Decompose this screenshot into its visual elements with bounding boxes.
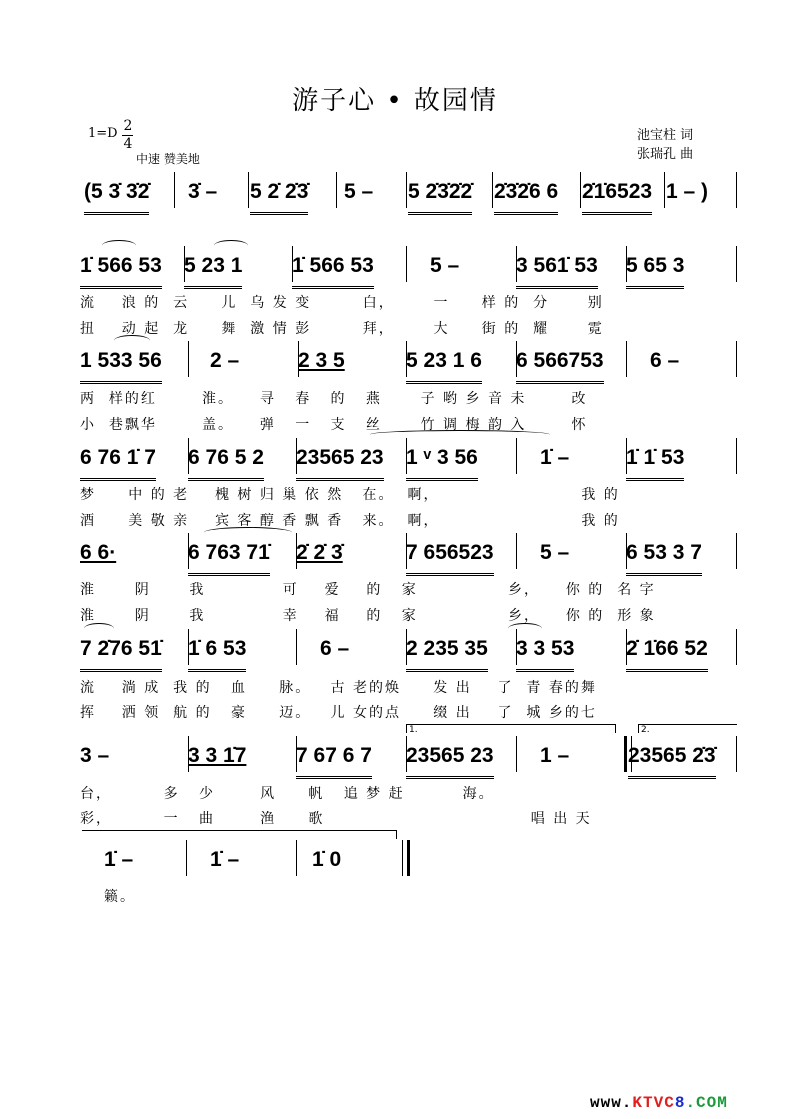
score-row-intro (80, 172, 740, 212)
measure: 1 – (540, 744, 570, 767)
measure: 2 – (210, 349, 240, 372)
measure: 7 656523 (406, 533, 494, 576)
measure: 7 67 6 7 (296, 736, 372, 779)
measure: 6 566753 (516, 341, 604, 384)
lyrics-verse-1: 梦 中 的 老 槐 树 归 巢 依 然 在。 啊， 我 的 (80, 487, 620, 503)
final-barline (402, 840, 410, 876)
barline (296, 629, 297, 665)
measure: 1̇ – (104, 848, 134, 871)
measure: 5 23 1 6 (406, 341, 482, 384)
volta-2-continuation (82, 830, 397, 839)
composer: 张瑞孔 曲 (637, 147, 694, 162)
watermark (590, 1094, 728, 1112)
measure: 23565 2̇3̇ (628, 736, 716, 779)
measure: (5 3̇ 3̇2̇ (84, 172, 149, 215)
measure: 6 76 1̇ 7 (80, 438, 156, 481)
measure: 5 2̇ 2̇3̇ (250, 172, 308, 215)
credits (637, 126, 693, 164)
key-signature: 1=D (88, 126, 118, 141)
measure: 3̇ – (188, 180, 218, 203)
volta-1: 1. (406, 724, 616, 733)
barline (186, 840, 187, 876)
barline (296, 840, 297, 876)
barline (248, 172, 249, 208)
measure: 5 2̇3̇2̇2̇ (408, 172, 472, 215)
barline (736, 533, 737, 569)
score-row-5 (80, 629, 740, 669)
watermark-8: 8 (674, 1094, 686, 1112)
measure: 6 76 5 2 (188, 438, 264, 481)
measure: 6 – (650, 349, 680, 372)
measure: 5 – (344, 180, 374, 203)
barline (516, 533, 517, 569)
barline (626, 341, 627, 377)
score-row-4 (80, 533, 740, 573)
measure: 3 – (80, 744, 110, 767)
barline (736, 246, 737, 282)
watermark-com: .COM (685, 1094, 728, 1112)
lyrics-verse-2: 淮 阴 我 幸 福 的 家 乡， 你 的 形 象 (80, 608, 656, 624)
measure: 1 ᵛ 3 56 (406, 438, 478, 481)
measure: 2 3 5 (298, 349, 345, 372)
measure: 2̇ 1̇66 52 (626, 629, 708, 672)
measure: 1̇ 566 53 (292, 246, 374, 289)
lyrics-verse-2: 小 巷飘华 盖。 弹 一 支 丝 竹 调 梅 韵 入 怀 (80, 417, 588, 433)
measure: 7 2̇76 51̇ (80, 629, 162, 672)
lyrics-verse-1: 两 样的红 淮。 寻 春 的 燕 子 哟 乡 音 未 改 (80, 391, 588, 407)
time-sig-bottom: 4 (123, 136, 133, 152)
measure: 5 65 3 (626, 246, 684, 289)
barline (736, 736, 737, 772)
barline (736, 629, 737, 665)
measure: 6 763 71̇ (188, 533, 270, 576)
measure: 1 533 56 (80, 341, 162, 384)
lyricist: 池宝柱 词 (637, 128, 694, 143)
barline (664, 172, 665, 208)
measure: 2 235 35 (406, 629, 488, 672)
measure: 23565 23 (406, 736, 494, 779)
score-row-2 (80, 341, 740, 381)
barline (174, 172, 175, 208)
score-row-6 (80, 725, 740, 776)
barline (406, 172, 407, 208)
measure: 6 6· (80, 541, 117, 564)
measure: 1̇ 6 53 (188, 629, 246, 672)
score-row-1 (80, 246, 740, 286)
measure: 1̇ – (210, 848, 240, 871)
measure: 6 53 3 7 (626, 533, 702, 576)
barline (336, 172, 337, 208)
watermark-ktv: KTV (632, 1094, 665, 1112)
measure: 5 23 1 (184, 246, 242, 289)
lyrics-verse-1: 台， 多 少 风 帆 追 梦 赶 海。 (80, 786, 495, 802)
lyrics-verse-2: 酒 美 敬 亲 宾 客 醇 香 飘 香 来。 啊， 我 的 (80, 513, 620, 529)
barline (736, 172, 737, 208)
barline (516, 438, 517, 474)
time-signature (122, 118, 134, 153)
barline (406, 246, 407, 282)
measure: 1̇ 0 (312, 848, 342, 871)
score-row-3 (80, 438, 740, 478)
measure: 6 – (320, 637, 350, 660)
barline (736, 341, 737, 377)
measure: 1 – ) (666, 180, 709, 203)
barline (736, 438, 737, 474)
score-row-ending (80, 840, 740, 880)
measure: 5 – (540, 541, 570, 564)
measure: 3 3 53 (516, 629, 574, 672)
lyrics-verse-1: 流 淌 成 我 的 血 脉。 古 老的焕 发 出 了 青 春的舞 (80, 680, 597, 696)
lyrics-verse-2: 彩， 一 曲 渔 歌 唱 出 天 (80, 811, 592, 827)
volta-2: 2. (638, 724, 737, 733)
measure: 1̇ – (540, 446, 570, 469)
lyrics-verse-1: 流 浪 的 云 儿 乌 发 变 白， 一 样 的 分 别 (80, 295, 604, 311)
measure: 5 – (430, 254, 460, 277)
barline (188, 341, 189, 377)
measure: 23565 23 (296, 438, 384, 481)
barline (580, 172, 581, 208)
measure: 2̇ 2̇ 3̇ (296, 541, 343, 564)
measure: 2̇1̇6523 (582, 172, 652, 215)
watermark-c: C (664, 1094, 675, 1112)
lyrics-verse-2: 籁。 (104, 889, 136, 905)
song-title: 游子心 • 故园情 (292, 86, 498, 116)
watermark-www: www. (590, 1094, 633, 1112)
barline (516, 736, 517, 772)
tempo-marking: 中速 赞美地 (136, 152, 200, 166)
measure: 3 3 1̇7 (188, 744, 247, 767)
lyrics-verse-2: 挥 洒 领 航 的 豪 迈。 儿 女的点 缀 出 了 城 乡的七 (80, 705, 597, 721)
measure: 1̇ 566 53 (80, 246, 162, 289)
measure: 3 561̇ 53 (516, 246, 598, 289)
lyrics-verse-1: 淮 阴 我 可 爱 的 家 乡， 你 的 名 字 (80, 582, 656, 598)
measure: 2̇3̇2̇6 6 (494, 172, 558, 215)
barline (492, 172, 493, 208)
time-sig-top: 2 (123, 118, 133, 134)
measure: 1̇ 1̇ 53 (626, 438, 684, 481)
lyrics-verse-2: 扭 动 起 龙 舞 激 情 彭 拜， 大 街 的 耀 霓 (80, 321, 604, 337)
